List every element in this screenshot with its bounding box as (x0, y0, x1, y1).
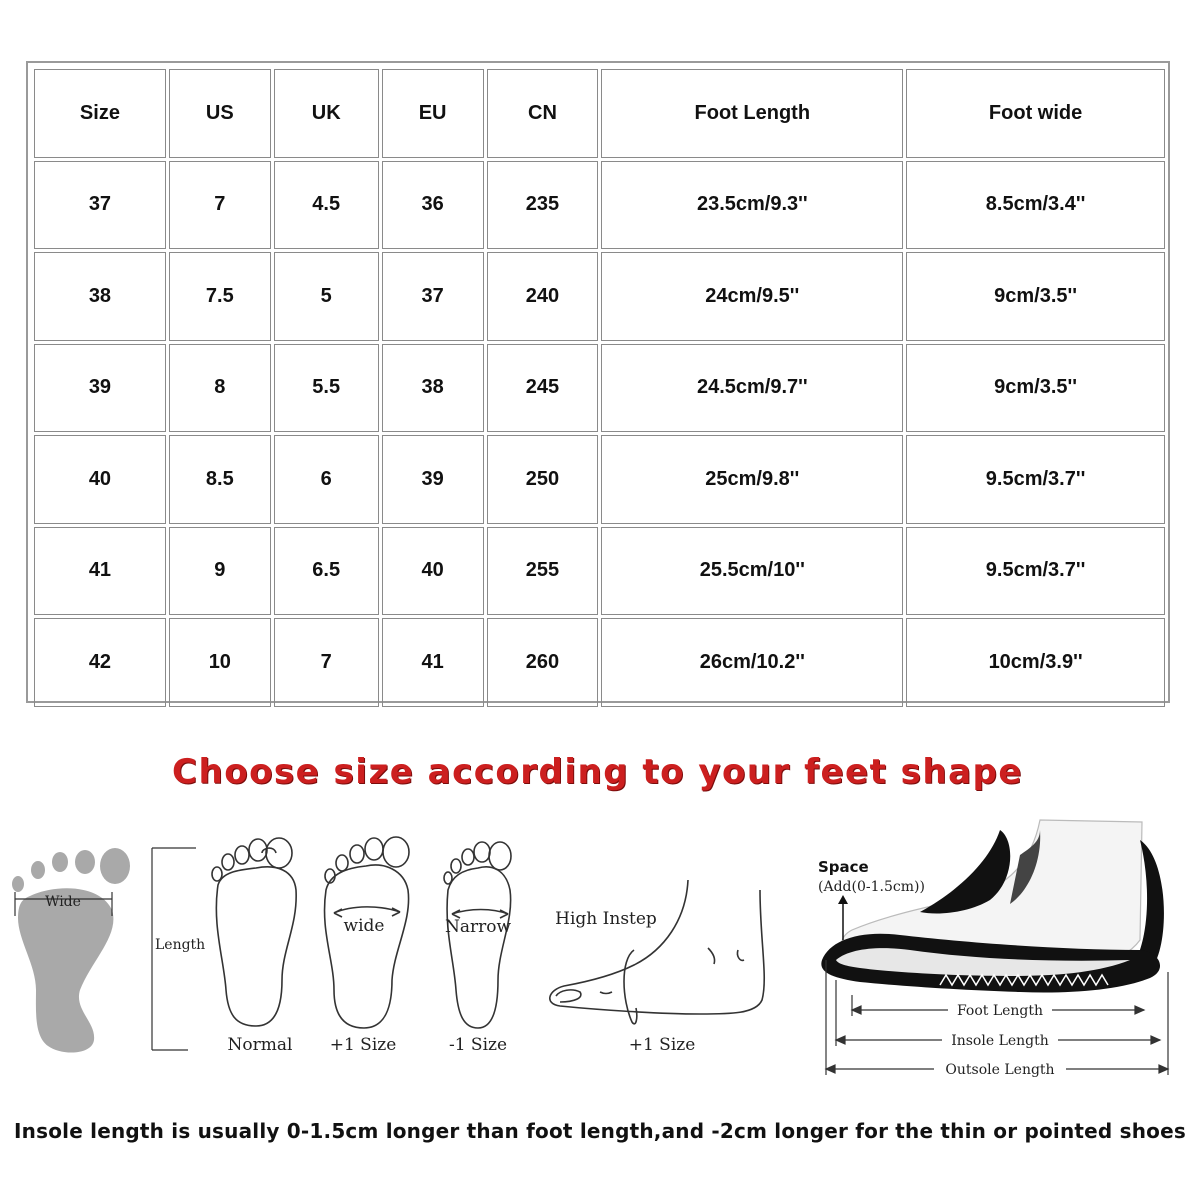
table-cell: 36 (382, 161, 484, 250)
header-cell-cn: CN (487, 69, 599, 158)
wide-label: Wide (45, 894, 81, 910)
table-cell: 250 (487, 435, 599, 524)
table-cell: 41 (382, 618, 484, 707)
table-cell: 38 (34, 252, 166, 341)
headline: Choose size according to your feet shape (172, 752, 1023, 792)
size-table-grid (31, 66, 1168, 710)
header-cell-foot-wide: Foot wide (906, 69, 1165, 158)
table-cell: 260 (487, 618, 599, 707)
table-row (34, 435, 1165, 524)
table-cell: 37 (382, 252, 484, 341)
table-cell: 23.5cm/9.3'' (601, 161, 903, 250)
table-cell: 5 (274, 252, 379, 341)
high-instep-caption: +1 Size (628, 1035, 696, 1055)
header-cell-eu: EU (382, 69, 484, 158)
diagram-svg (0, 800, 1200, 1100)
table-cell: 38 (382, 344, 484, 433)
wide-shape-label: wide (343, 916, 385, 936)
size-chart-table (26, 61, 1170, 703)
table-cell: 8.5 (169, 435, 271, 524)
table-cell: 40 (382, 527, 484, 616)
table-cell: 26cm/10.2'' (601, 618, 903, 707)
table-row (34, 161, 1165, 250)
space-label: Space (818, 858, 869, 876)
outsole-length-label: Outsole Length (945, 1062, 1055, 1078)
table-cell: 40 (34, 435, 166, 524)
table-cell: 9cm/3.5'' (906, 344, 1165, 433)
table-cell: 39 (382, 435, 484, 524)
table-cell: 24.5cm/9.7'' (601, 344, 903, 433)
table-cell: 41 (34, 527, 166, 616)
high-instep-foot-icon (550, 880, 764, 1024)
length-label: Length (155, 937, 206, 953)
table-cell: 255 (487, 527, 599, 616)
normal-caption: Normal (227, 1035, 293, 1055)
table-cell: 9 (169, 527, 271, 616)
table-cell: 8 (169, 344, 271, 433)
table-cell: 9.5cm/3.7'' (906, 435, 1165, 524)
table-row (34, 344, 1165, 433)
table-header-row (34, 69, 1165, 158)
wide-caption: +1 Size (329, 1035, 397, 1055)
table-cell: 7 (169, 161, 271, 250)
table-cell: 6.5 (274, 527, 379, 616)
header-cell-us: US (169, 69, 271, 158)
table-cell: 4.5 (274, 161, 379, 250)
table-row (34, 252, 1165, 341)
table-row (34, 618, 1165, 707)
footnote: Insole length is usually 0-1.5cm longer than foot length,and -2cm longer for the thin or pointed shoes (14, 1119, 1186, 1143)
foot-length-label: Foot Length (956, 1003, 1044, 1019)
footprint-icon (12, 848, 130, 1053)
table-cell: 240 (487, 252, 599, 341)
narrow-caption: -1 Size (448, 1035, 508, 1055)
table-cell: 8.5cm/3.4'' (906, 161, 1165, 250)
table-cell: 9cm/3.5'' (906, 252, 1165, 341)
header-cell-foot-length: Foot Length (601, 69, 903, 158)
shoe-cross-section-icon (821, 820, 1164, 992)
table-row (34, 527, 1165, 616)
table-cell: 7.5 (169, 252, 271, 341)
table-cell: 5.5 (274, 344, 379, 433)
table-cell: 24cm/9.5'' (601, 252, 903, 341)
table-cell: 9.5cm/3.7'' (906, 527, 1165, 616)
table-cell: 25.5cm/10'' (601, 527, 903, 616)
table-cell: 25cm/9.8'' (601, 435, 903, 524)
narrow-shape-label: Narrow (444, 917, 512, 937)
insole-length-label: Insole Length (951, 1033, 1049, 1049)
table-cell: 6 (274, 435, 379, 524)
table-cell: 7 (274, 618, 379, 707)
foot-measurement-diagram (0, 800, 1200, 1100)
table-cell: 10cm/3.9'' (906, 618, 1165, 707)
space-sub-label: (Add(0-1.5cm)) (818, 879, 925, 895)
table-cell: 39 (34, 344, 166, 433)
table-cell: 235 (487, 161, 599, 250)
header-cell-size: Size (34, 69, 166, 158)
header-cell-uk: UK (274, 69, 379, 158)
table-cell: 10 (169, 618, 271, 707)
table-cell: 42 (34, 618, 166, 707)
table-cell: 245 (487, 344, 599, 433)
high-instep-label: High Instep (555, 909, 657, 929)
normal-foot-icon (212, 838, 296, 1026)
table-cell: 37 (34, 161, 166, 250)
